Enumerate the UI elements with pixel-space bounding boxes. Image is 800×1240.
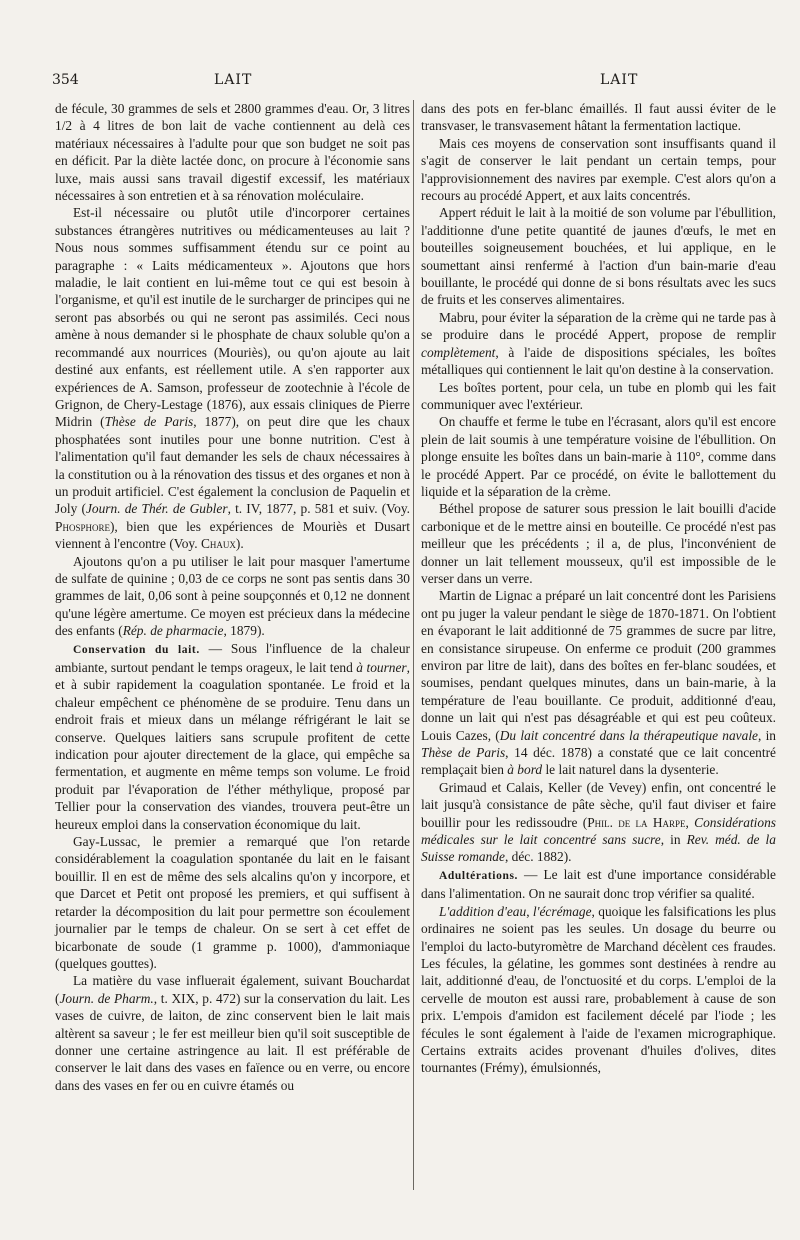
paragraph: La matière du vase influerait également, suivant Bouchardat (Journ. de Pharm., t. XIX, p. 472) sur la conservation du lait. Les vases de cuivre, de laiton, de zinc conservent bien le lait mais altèrent sa saveur ; le fer est meilleur bien qu'il soit susceptible de donner une certaine astringence au lait. Il est préférable de conserver le lait dans des vases en faïence ou en verre, ou encore dans des vases en fer ou en cuivre étamés ou <box>55 973 410 1093</box>
section-adulterations: Adultérations. — Le lait est d'une importance considérable dans l'alimentation. On ne saurait donc trop vérifier sa qualité. <box>421 866 776 902</box>
paragraph: dans des pots en fer-blanc émaillés. Il faut aussi éviter de le transvaser, le transvasement hâtant la fermentation lactique. <box>421 101 776 134</box>
paragraph: Appert réduit le lait à la moitié de son volume par l'ébullition, l'additionne d'une petite quantité de jaunes d'œufs, le met en bouteilles soigneusement bouchées, et lui applique, en le soumettant ainsi renfermé à l'action d'un bain-marie d'eau bouillante, le procédé qui donne de si bons résultats avec les sucs de fruits et les conserves alimentaires. <box>421 205 776 308</box>
running-head-right: LAIT <box>600 72 639 88</box>
page-number: 354 <box>52 72 79 88</box>
left-column <box>55 100 410 1094</box>
paragraph: Les boîtes portent, pour cela, un tube en plomb qui les fait communiquer avec l'extérieur. <box>421 379 776 412</box>
column-divider <box>413 100 414 1190</box>
paragraph: L'addition d'eau, l'écrémage, quoique les falsifications les plus ordinaires ne soient pas les seules. Un dosage du beurre ou l'emploi du lacto-butyromètre de Marchand décèlent ces fraudes. Les fécules, la gélatine, les gommes sont destinées à rendre au lait, additionné d'eau, de l'onctuosité et du corps. L'emploi de la cervelle de mouton est aussi rare, probablement à cause de son prix. L'empois d'amidon est facilement décelé par l'iode ; les fécules le sont également à l'aide de l'examen micrographique. Certains extraits acides provenant d'huiles d'olives, dites tournantes (Frémy), émulsionnés, <box>421 903 777 1076</box>
paragraph: Mais ces moyens de conservation sont insuffisants quand il s'agit de conserver le lait pendant un certain temps, pour l'approvisionnement des navires par exemple. C'est alors qu'on a recours au procédé Appert, et aux laits concentrés. <box>421 135 776 204</box>
paragraph: Grimaud et Calais, Keller (de Vevey) enfin, ont concentré le lait jusqu'à consistance de pâte sèche, qu'il faut diviser et faire bouillir pour les redissoudre (Phil. de la Harpe, Considérations médicales sur le lait concentré sans sucre, in Rev. méd. de la Suisse romande, déc. 1882). <box>421 779 776 865</box>
running-head-left: LAIT <box>214 72 253 88</box>
paragraph: Est-il nécessaire ou plutôt utile d'incorporer certaines substances étrangères nutritives ou médicamenteuses au lait ? Nous nous sommes suffisamment étendu sur ce point au paragraphe : « Laits médicamenteux ». Ajoutons que hors maladie, le lait contient en lui-même tout ce qui est besoin à l'organisme, et qu'il est inutile de le surcharger de principes qui ne seront pas absorbés ou qui ne seront pas assimilés. Ceci nous amène à nous demander si le phosphate de chaux soluble qu'on a recommandé aux nourrices (Mouriès), ou qu'on ajoute au lait destiné aux enfants, est réellement utile. A s'en rapporter aux expériences de A. Samson, professeur de zootechnie à l'école de Grignon, de Chery-Lestage (1876), aux essais cliniques de Pierre Midrin (Thèse de Paris, 1877), on peut dire que les chaux phosphatées sont inutiles pour une bonne nutrition. C'est à l'alimentation qu'il faut demander les sels de chaux nécessaires à la constitution ou à la rénovation des tissus et des organes et non à un produit artificiel. C'est également la conclusion de Paquelin et Joly (Journ. de Thér. de Gubler, t. IV, 1877, p. 581 et suiv. (Voy. Phosphore), bien que les expériences de Mouriès et Dusart viennent à l'encontre (Voy. Chaux). <box>55 205 410 552</box>
right-column <box>421 100 776 1077</box>
section-conservation: Conservation du lait. — Sous l'influence de la chaleur ambiante, surtout pendant le temps orageux, le lait tend à tourner, et à subir rapidement la coagulation spontanée. Le froid et la chaleur empêchent ce phénomène de se produire. Tenu dans un endroit frais et mieux dans un mélange réfrigérant le lait se conserve. Quelques laitiers sans scrupule profitent de cette indication pour ajouter directement de la glace, qui empêche sa fermentation, et augmente en même temps son volume. Le froid produit par l'évaporation de l'éther méthylique, proposé par Tellier pour la conservation des viandes, trouvera peut-être un heureux emploi dans la conservation économique du lait. <box>55 640 411 832</box>
paragraph: Mabru, pour éviter la séparation de la crème qui ne tarde pas à se produire dans le procédé Appert, propose de remplir complètement, à l'aide de dispositions spéciales, les boîtes métalliques qui contiennent le lait qu'on destine à la conservation. <box>421 309 776 378</box>
paragraph: Gay-Lussac, le premier a remarqué que l'on retarde considérablement la coagulation spontanée du lait en le faisant bouillir. Il en est de même des sels alcalins qu'on y incorpore, et que Darcet et Petit ont proposé les premiers, et qui suffisent à retarder la décomposition du lait pour permettre son écoulement journalier par le temps de chaleur. On se sert à cet effet de bicarbonate de soude (1 gramme p. 1000), d'ammoniaque (quelques gouttes). <box>55 834 410 971</box>
paragraph: de fécule, 30 grammes de sels et 2800 grammes d'eau. Or, 3 litres 1/2 à 4 litres de bon lait de vache contiennent au delà ces matériaux nécessaires à l'adulte pour que son budget ne soit pas en déficit. Par la diète lactée donc, on procure à l'économie sans luxe, mais aussi sans travail digestif excessif, les matériaux nécessaires à son entretien et à sa rénovation moléculaire. <box>55 101 410 204</box>
paragraph: Béthel propose de saturer sous pression le lait bouilli d'acide carbonique et de le mettre ainsi en bouteille. Ce procédé n'est pas meilleur que les précédents ; il a, de plus, l'inconvénient de donner un lait tellement mousseux, qu'il est impossible de le verser dans un verre. <box>421 501 776 586</box>
section-heading: Conservation du lait. <box>73 643 200 656</box>
paragraph: Ajoutons qu'on a pu utiliser le lait pour masquer l'amertume de sulfate de quinine ; 0,03 de ce corps ne sont pas sentis dans 30 grammes de lait, 0,06 sont à peine soupçonnés et 0,12 ne donnent qu'une légère amertume. Ce moyen est précieux dans la médecine des enfants (Rép. de pharmacie, 1879). <box>55 553 410 639</box>
page-header <box>52 72 780 96</box>
section-heading: Adultérations. <box>439 869 519 882</box>
paragraph: On chauffe et ferme le tube en l'écrasant, alors qu'il est encore plein de lait soumis à une température voisine de l'ébullition. On plonge ensuite les boîtes dans un bain-marie à 110°, comme dans le procédé Appert. Par ce procédé, on évite le ballottement du liquide et la séparation de la crème. <box>421 414 776 499</box>
paragraph: Martin de Lignac a préparé un lait concentré dont les Parisiens ont pu juger la valeur pendant le siège de 1870-1871. On l'obtient en évaporant le lait additionné de 75 grammes de sucre par litre, en consistance sirupeuse. On enferme ce produit (200 grammes environ par litre de lait), dans des boîtes en fer-blanc soudées, et soumises, pendant quelques minutes, dans un bain-marie, à la température de l'eau bouillante. Ce produit, additionné d'eau, donne un lait qui n'est pas désagréable et qui est peu coûteux. Louis Cazes, (Du lait concentré dans la thérapeutique navale, in Thèse de Paris, 14 déc. 1878) a constaté que ce lait concentré remplaçait bien à bord le lait naturel dans la dysenterie. <box>421 588 776 778</box>
